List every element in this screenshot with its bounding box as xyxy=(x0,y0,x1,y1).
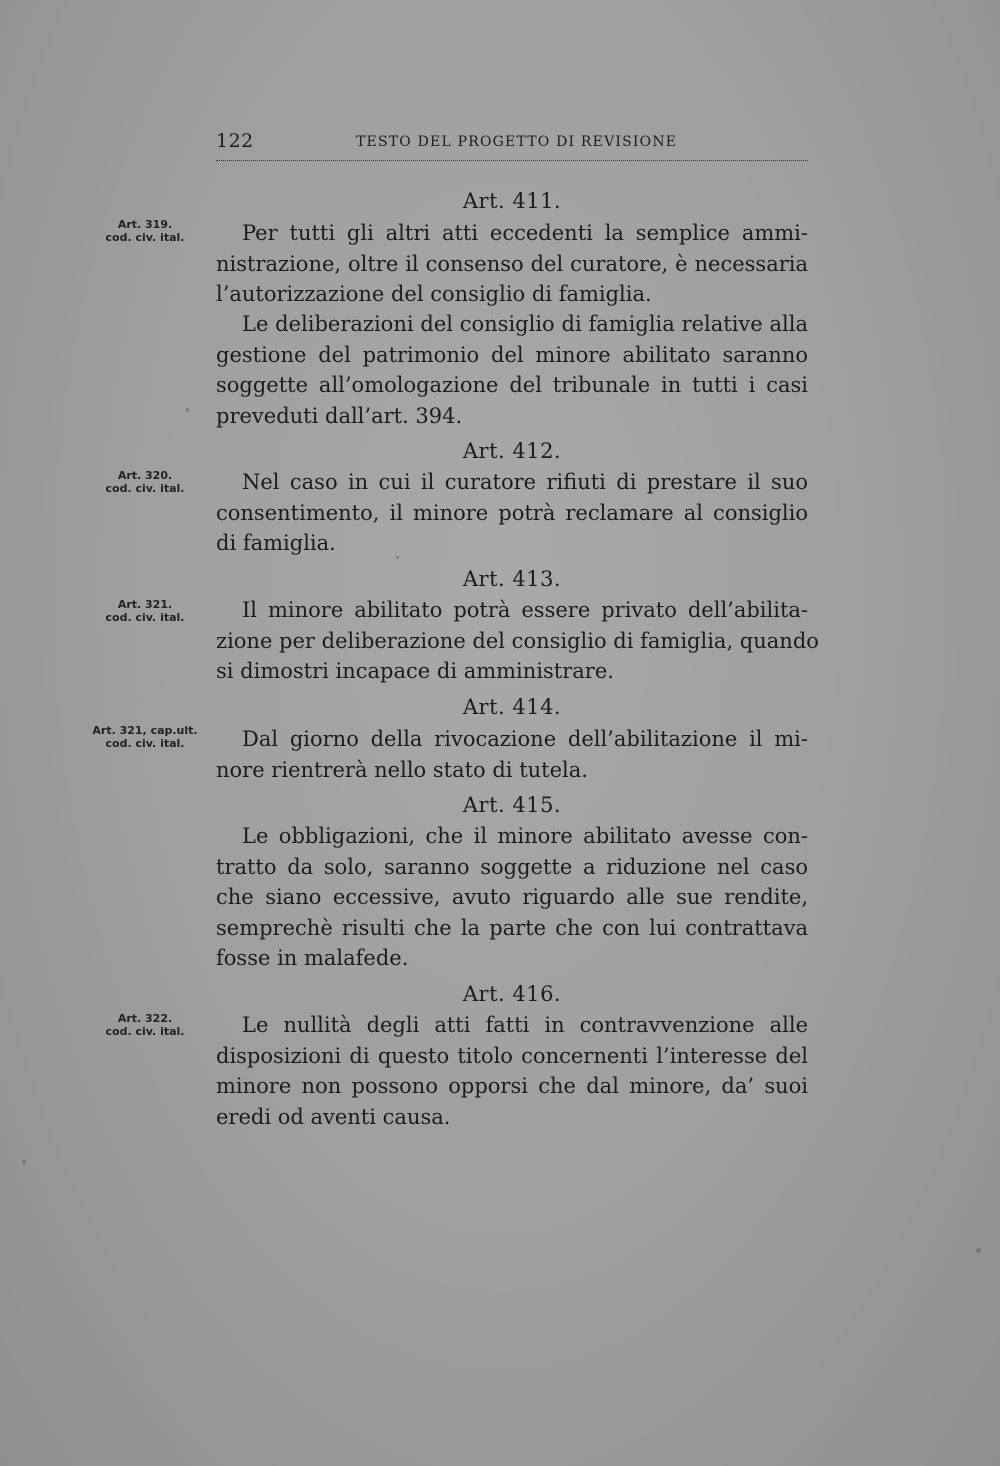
margin-note-line: Art. 321. xyxy=(117,598,173,611)
margin-note-line: cod. civ. ital. xyxy=(105,482,185,495)
scan-speck xyxy=(22,1160,26,1164)
article-415-paragraph-1 xyxy=(216,821,808,974)
margin-note-414 xyxy=(86,724,204,750)
margin-note-line: Art. 320. xyxy=(117,469,173,482)
margin-note-412 xyxy=(86,469,204,495)
article-416-paragraph-1 xyxy=(216,1010,808,1132)
margin-note-416 xyxy=(86,1012,204,1038)
text-line: Dal giorno della rivocazione dell’abilitazione il mi- xyxy=(242,727,808,751)
article-heading-413: Art. 413. xyxy=(462,567,562,591)
article-412-paragraph-1 xyxy=(216,467,808,559)
text-line: si dimostri incapace di amministrare. xyxy=(216,659,614,683)
text-line: fosse in malafede. xyxy=(216,946,409,970)
article-414-paragraph-1 xyxy=(216,724,808,785)
margin-note-411 xyxy=(86,218,204,244)
text-line: disposizioni di questo titolo concernenti l’interesse del xyxy=(216,1043,808,1068)
text-line: soggette all’omologazione del tribunale in tutti i casi xyxy=(216,373,808,397)
text-line: minore non possono opporsi che dal minore, da’ suoi xyxy=(216,1074,808,1098)
text-line: Le obbligazioni, che il minore abilitato avesse con- xyxy=(242,824,808,848)
article-heading-414: Art. 414. xyxy=(462,695,562,719)
text-line: preveduti dall’art. 394. xyxy=(216,403,463,428)
page-header xyxy=(216,128,808,161)
text-line: Per tutti gli altri atti eccedenti la semplice ammi- xyxy=(242,221,808,245)
margin-note-line: Art. 321, cap.ult. xyxy=(92,724,198,737)
text-line: che siano eccessive, avuto riguardo alle sue rendite, xyxy=(216,885,808,909)
text-line: l’autorizzazione del consiglio di famiglia. xyxy=(216,282,652,306)
article-411-paragraph-2 xyxy=(216,309,808,431)
margin-note-line: Art. 322. xyxy=(117,1012,173,1025)
text-line: Nel caso in cui il curatore rifiuti di prestare il suo xyxy=(242,470,808,494)
article-heading-415: Art. 415. xyxy=(462,793,562,817)
text-line: zione per deliberazione del consiglio di famiglia, quando xyxy=(216,628,819,653)
running-title: TESTO DEL PROGETTO DI REVISIONE xyxy=(356,134,678,150)
article-heading-412: Art. 412. xyxy=(462,439,562,463)
text-line: nore rientrerà nello stato di tutela. xyxy=(216,757,588,782)
margin-note-413 xyxy=(86,598,204,624)
text-line: consentimento, il minore potrà reclamare al consiglio xyxy=(216,500,808,525)
article-413-paragraph-1 xyxy=(216,595,819,687)
text-line: Le nullità degli atti fatti in contravvenzione alle xyxy=(242,1013,808,1037)
scan-speck xyxy=(396,556,399,559)
text-line: eredi od aventi causa. xyxy=(216,1104,451,1129)
text-line: di famiglia. xyxy=(216,531,336,555)
margin-note-line: cod. civ. ital. xyxy=(105,1025,185,1038)
scan-speck xyxy=(186,408,189,412)
text-line: tratto da solo, saranno soggette a riduzione nel caso xyxy=(216,854,808,879)
text-line: Le deliberazioni del consiglio di famiglia relative alla xyxy=(242,312,808,336)
margin-note-line: cod. civ. ital. xyxy=(105,611,185,624)
page-number: 122 xyxy=(216,130,254,152)
text-line: nistrazione, oltre il consenso del curatore, è necessaria xyxy=(216,251,808,276)
margin-note-line: cod. civ. ital. xyxy=(105,737,185,750)
margin-note-line: Art. 319. xyxy=(117,218,173,231)
text-line: gestione del patrimonio del minore abilitato saranno xyxy=(216,342,808,367)
text-line: semprechè risulti che la parte che con lui contrattava xyxy=(216,915,808,940)
text-line: Il minore abilitato potrà essere privato dell’abilita- xyxy=(242,598,808,622)
margin-note-line: cod. civ. ital. xyxy=(105,231,185,244)
article-heading-411: Art. 411. xyxy=(462,189,562,213)
scan-speck xyxy=(976,1248,981,1253)
article-411-paragraph-1 xyxy=(216,218,808,310)
article-heading-416: Art. 416. xyxy=(462,982,562,1006)
